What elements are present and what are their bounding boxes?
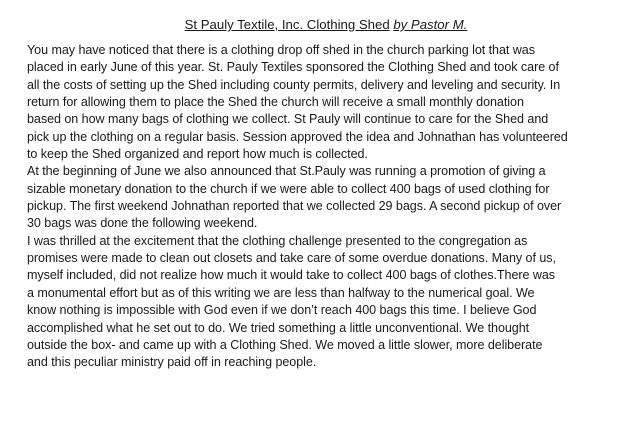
document-page	[27, 16, 617, 372]
byline-text: by Pastor M.	[393, 17, 468, 32]
title-text: St Pauly Textile, Inc. Clothing Shed	[184, 17, 390, 32]
paragraph-1: You may have noticed that there is a clothing drop off shed in the church parking lot that was placed in early June of this year. St. Pauly Textiles sponsored the Clothing Shed and took care of all the costs of setting up the Shed including county permits, delivery and leveling and security. In return for allowing them to place the Shed the church will receive a small monthly donation based on how many bags of clothing we collect. St Pauly will continue to care for the Shed and pick up the clothing on a regular basis. Session approved the idea and Johnathan has volunteered to keep the Shed organized and report how much is collected.	[27, 43, 568, 162]
paragraph-3: I was thrilled at the excitement that the clothing challenge presented to the congregation as promises were made to clean out closets and take care of some overdue donations. Many of us, myself included, did not realize how much it would take to collect 400 bags of clothes.There was a monumental effort but as of this writing we are less than halfway to the numerical goal. We know nothing is impossible with God even if we don’t reach 400 bags this time. I believe God accomplished what he set out to do. We tried something a little unconventional. We thought outside the box- and came up with a Clothing Shed. We moved a little slower, more deliberate and this peculiar ministry paid off in reaching people.	[27, 233, 556, 370]
document-title	[27, 16, 617, 33]
paragraph-2: At the beginning of June we also announced that St.Pauly was running a promotion of giving a sizable monetary donation to the church if we were able to collect 400 bags of used clothing for pickup. The first weekend Johnathan reported that we collected 29 bags. A second pickup of over 30 bags was done the following weekend.	[27, 164, 562, 231]
